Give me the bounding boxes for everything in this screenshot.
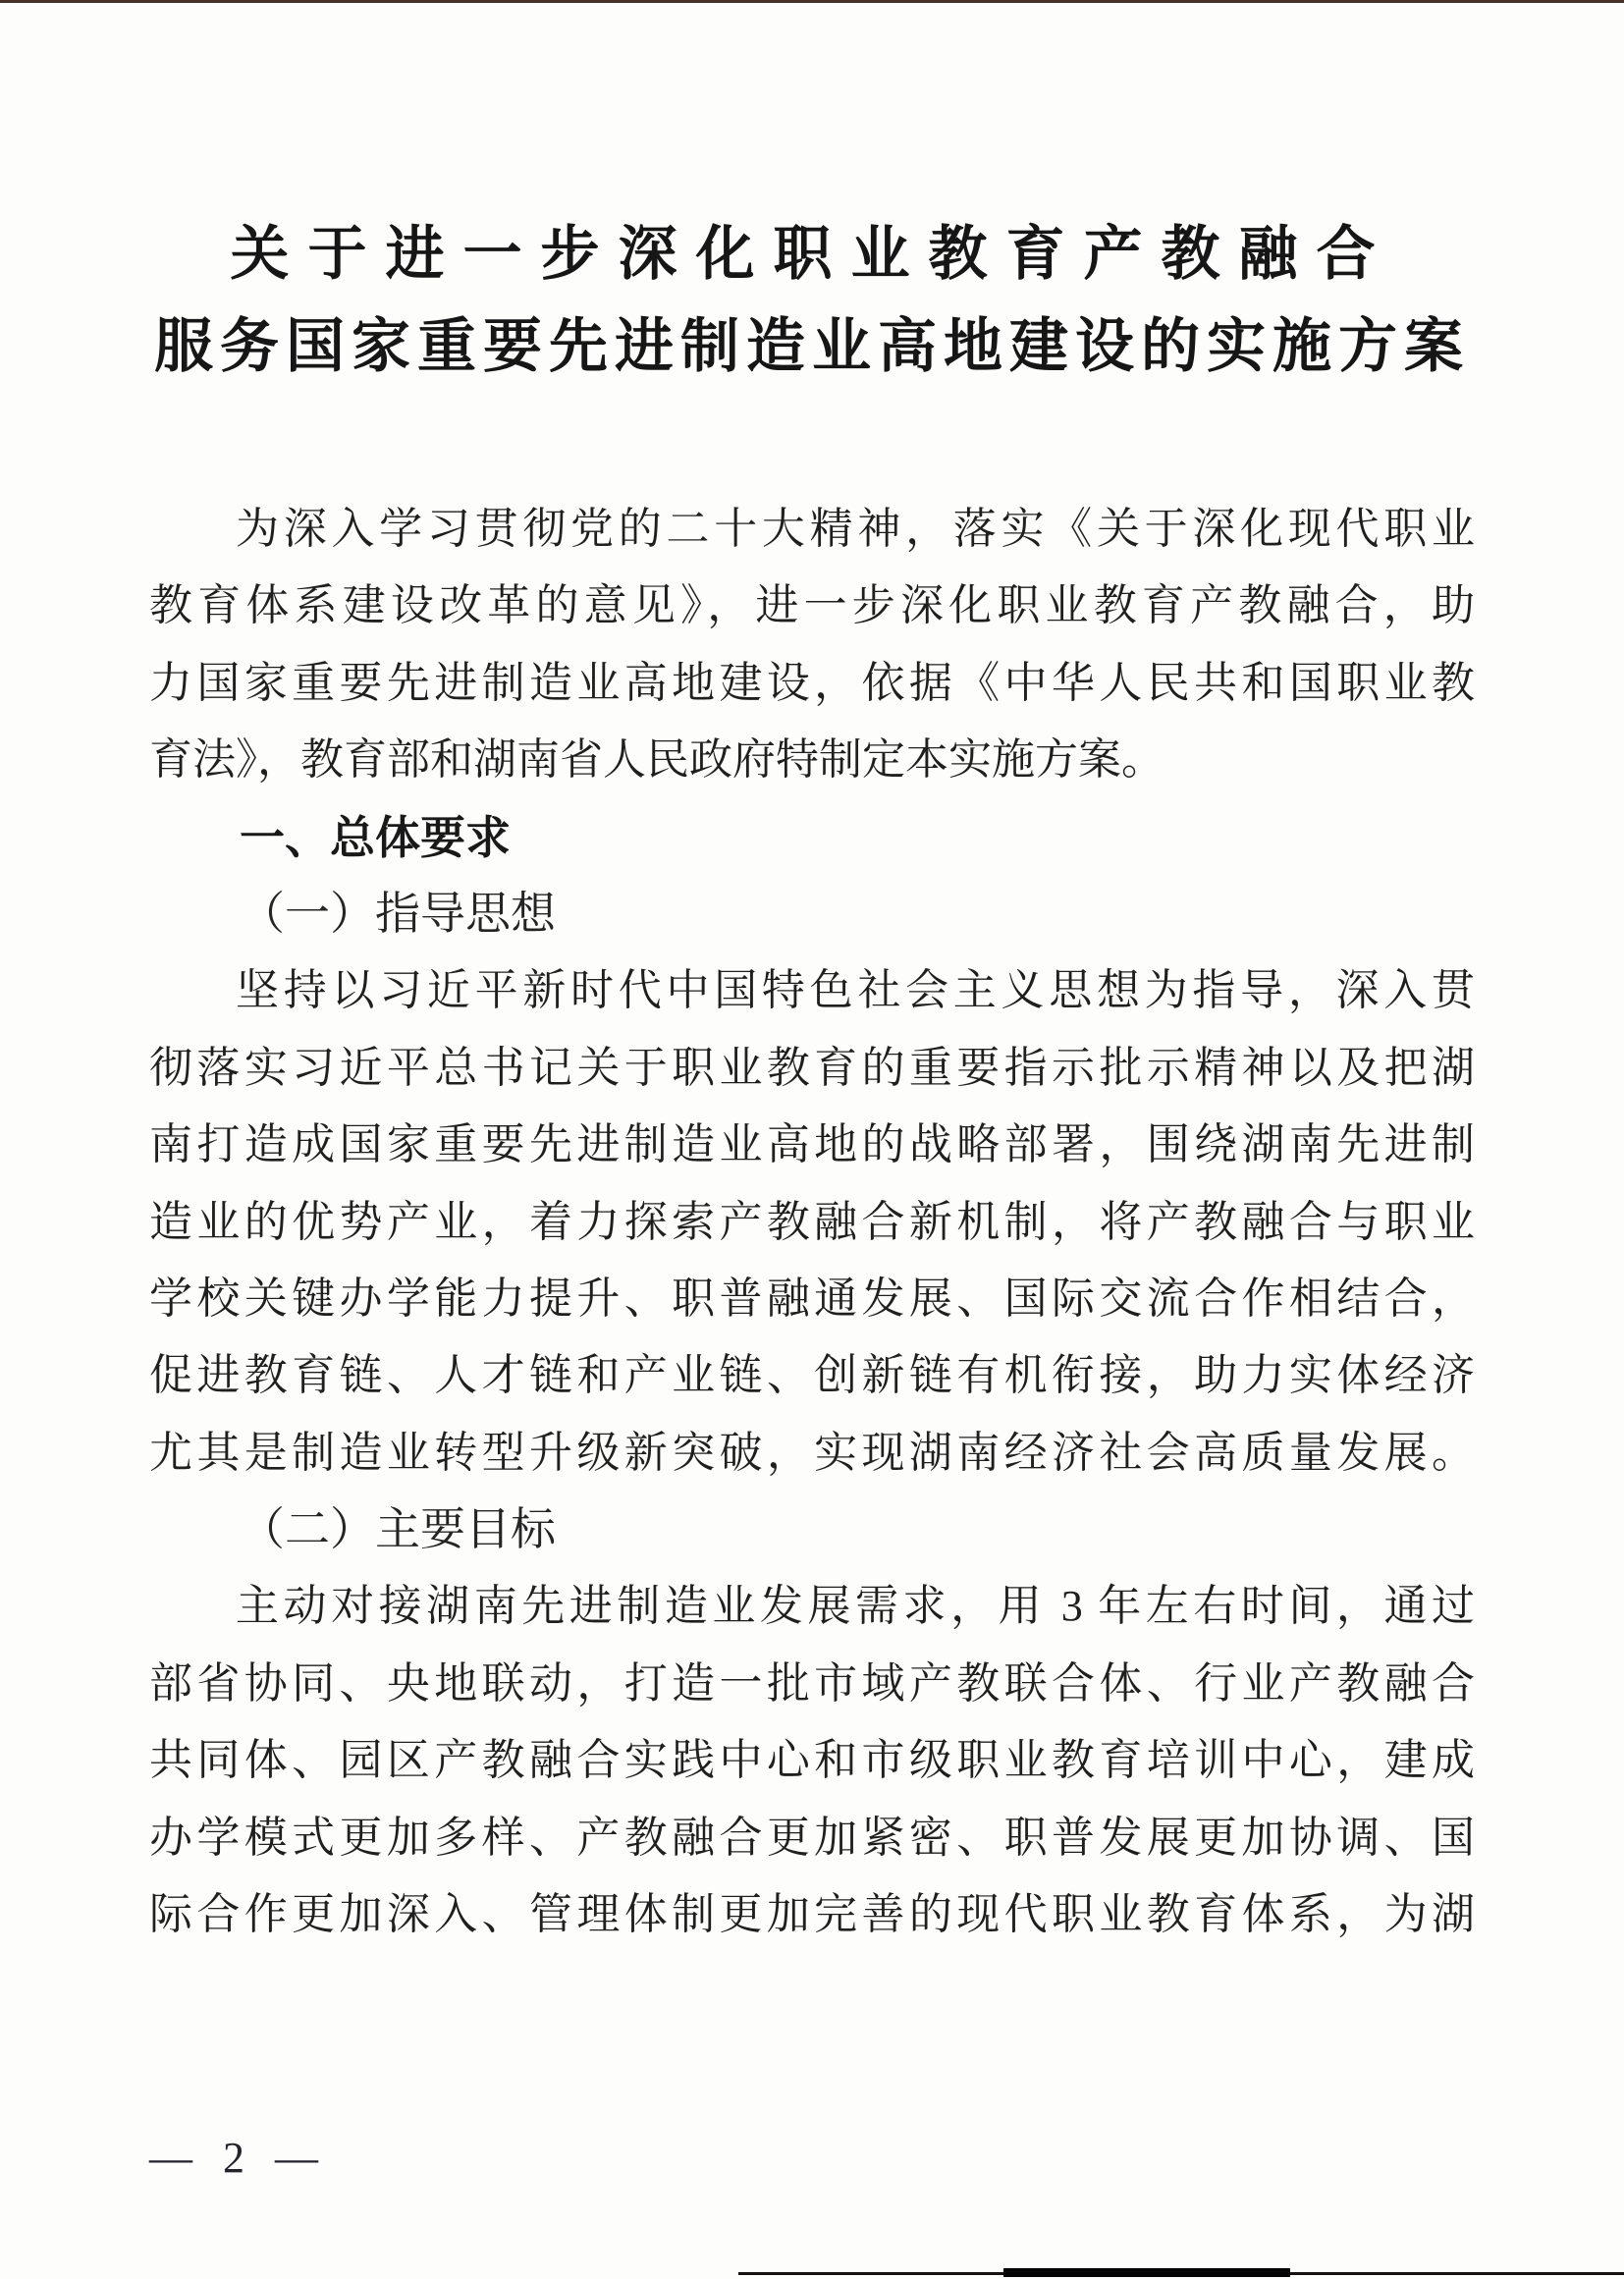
paragraph-line: 主动对接湖南先进制造业发展需求，用 3 年左右时间，通过	[236, 1582, 1475, 1631]
paragraph-line: 教育体系建设改革的意见》，进一步深化职业教育产教融合，助	[149, 581, 1475, 630]
paragraph-line: 坚持以习近平新时代中国特色社会主义思想为指导，深入贯	[236, 966, 1475, 1015]
paragraph-line: 部省协同、央地联动，打造一批市域产教联合体、行业产教融合	[149, 1658, 1475, 1708]
scan-top-edge-artifact	[0, 0, 1624, 3]
paragraph-line: 彻落实习近平总书记关于职业教育的重要指示批示精神以及把湖	[149, 1043, 1475, 1092]
document-body	[149, 491, 1475, 1953]
section-heading-overall-requirements: 一、总体要求	[240, 811, 511, 863]
paragraph-line: 际合作更加深入、管理体制更加完善的现代职业教育体系，为湖	[149, 1890, 1475, 1939]
paragraph-line: 共同体、园区产教融合实践中心和市级职业教育培训中心，建成	[149, 1736, 1475, 1785]
paragraph-line: 南打造成国家重要先进制造业高地的战略部署，围绕湖南先进制	[149, 1120, 1475, 1169]
sub-heading-main-goals: （二）主要目标	[240, 1504, 556, 1555]
document-title-line-2: 服务国家重要先进制造业高地建设的实施方案	[154, 313, 1470, 379]
page-number: — 2 —	[149, 2134, 328, 2182]
paragraph-line: 力国家重要先进制造业高地建设，依据《中华人民共和国职业教	[149, 658, 1475, 707]
paragraph-line: 办学模式更加多样、产教融合更加紧密、职普发展更加协调、国	[149, 1813, 1475, 1862]
document-title	[0, 208, 1624, 393]
paragraph-line: 促进教育链、人才链和产业链、创新链有机衔接，助力实体经济	[149, 1351, 1475, 1400]
scan-bottom-edge-artifact-thick	[1003, 2268, 1290, 2277]
paragraph-line: 育法》，教育部和湖南省人民政府特制定本实施方案。	[149, 735, 1164, 785]
sub-heading-guiding-ideology: （一）指导思想	[240, 888, 556, 939]
paragraph-line: 造业的优势产业，着力探索产教融合新机制，将产教融合与职业	[149, 1197, 1475, 1246]
paragraph-line: 为深入学习贯彻党的二十大精神，落实《关于深化现代职业	[236, 505, 1475, 553]
paragraph-line: 尤其是制造业转型升级新突破，实现湖南经济社会高质量发展。	[149, 1428, 1475, 1477]
paragraph-line: 学校关键办学能力提升、职普融通发展、国际交流合作相结合，	[149, 1274, 1475, 1323]
document-title-line-1: 关于进一步深化职业教育产教融合	[230, 221, 1394, 287]
